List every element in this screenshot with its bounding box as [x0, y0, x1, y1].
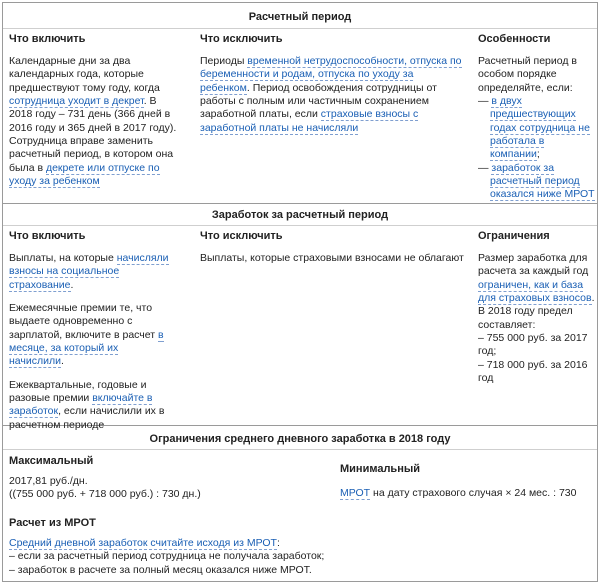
paragraph — [9, 379, 175, 432]
text: . В 2018 году предел составляет: — [478, 291, 595, 331]
section-billing-period — [3, 3, 597, 204]
list-item — [478, 95, 596, 162]
paragraph — [478, 252, 596, 332]
column-body — [478, 55, 596, 202]
text: Ежемесячные премии те, что выдаете одновременно с зарплатой, включите в расчет — [9, 301, 158, 341]
text: Выплаты, на которые — [9, 251, 117, 264]
paragraph — [9, 252, 175, 292]
column-body — [9, 252, 175, 432]
max-value: 2017,81 руб./дн. — [9, 474, 88, 487]
text: , если начислили их в расчетном периоде — [9, 405, 165, 431]
text: : — [276, 536, 280, 549]
dash: — — [478, 161, 492, 174]
column-heading: Что исключить — [200, 230, 283, 242]
column-body: Выплаты, которые страховыми взносами не облагают — [200, 251, 464, 264]
mrot-rule — [9, 537, 569, 550]
text: Периоды — [200, 54, 248, 67]
column-heading: Что включить — [9, 33, 86, 45]
column-heading: Особенности — [478, 33, 551, 45]
list-item — [478, 162, 596, 202]
divider — [3, 449, 597, 450]
document-frame — [2, 2, 598, 582]
column-exclude — [200, 33, 465, 135]
link-contribution-base[interactable]: ограничен, как и база для страховых взносов — [478, 278, 592, 304]
text: . В 2018 году – 731 день (366 дней в 2016 году и 365 дней в 2017 году). Сотрудница вправе заменить расчетный период, в котором она была в — [9, 94, 177, 174]
text: ; — [536, 148, 540, 161]
list-item: – 755 000 руб. за 2017 год; — [478, 331, 588, 358]
column-include — [9, 33, 179, 188]
block-minimum — [340, 463, 590, 500]
column-include — [9, 230, 175, 432]
link-mrot[interactable]: МРОТ — [340, 486, 371, 499]
column-heading: Что включить — [9, 230, 86, 242]
text: на дату страхового случая × 24 мес. : 730 — [370, 486, 577, 499]
text: . — [60, 355, 64, 368]
link-insurance-contributions[interactable]: страховые взносы с заработной платы не начисляли — [200, 108, 419, 134]
link-childcare-leave[interactable]: декрете или отпуске по уходу за ребенком — [9, 161, 160, 187]
column-heading: Что исключить — [200, 33, 283, 45]
column-body — [200, 55, 465, 135]
column-limits — [478, 230, 596, 385]
link-accrual-month[interactable]: в месяце, за который их начислили — [9, 328, 164, 368]
section-title: Заработок за расчетный период — [211, 209, 389, 221]
link-not-worked[interactable]: в двух предшествующих годах сотрудница не работала в компании — [490, 94, 590, 161]
column-features — [478, 33, 596, 202]
section-title: Ограничения среднего дневного заработка в 2018 году — [149, 433, 451, 445]
max-formula: ((755 000 руб. + 718 000 руб.) : 730 дн.) — [9, 488, 201, 501]
link-maternity-leave[interactable]: сотрудница уходит в декрет — [9, 94, 144, 107]
divider — [3, 28, 597, 29]
list-item: – если за расчетный период сотрудница не получала заработок; — [9, 550, 325, 563]
dash: — — [478, 94, 492, 107]
list-item: – заработок в расчете за полный месяц оказался ниже МРОТ. — [9, 563, 312, 576]
block-mrot-calc — [9, 517, 569, 577]
section-title: Расчетный период — [248, 11, 352, 23]
text: Размер заработка для расчета за каждый год — [478, 251, 589, 278]
block-maximum — [9, 455, 309, 502]
link-below-mrot[interactable]: заработок за расчетный период оказался ниже МРОТ — [490, 161, 595, 201]
block-heading: Максимальный — [9, 455, 94, 467]
column-body — [9, 55, 179, 188]
link-mrot-calc[interactable]: Средний дневной заработок считайте исходя из МРОТ — [9, 536, 277, 549]
section-earnings — [3, 203, 597, 431]
link-social-insurance[interactable]: начисляли взносы на социальное страхование — [9, 251, 169, 291]
text: . — [70, 278, 74, 291]
section-daily-limits — [3, 425, 597, 581]
column-body — [478, 252, 596, 385]
text: Ежеквартальные, годовые и разовые премии — [9, 378, 147, 404]
list-item: – 718 000 руб. за 2016 год — [478, 358, 588, 384]
column-heading: Ограничения — [478, 230, 550, 242]
column-exclude — [200, 230, 465, 265]
min-formula — [340, 487, 590, 500]
link-disability-periods[interactable]: временной нетрудоспособности, отпуска по беременности и родам, отпуска по уходу за ребенком — [200, 54, 462, 94]
block-heading: Минимальный — [340, 463, 420, 475]
text: Расчетный период в особом порядке определяйте, если: — [478, 54, 577, 94]
paragraph — [9, 302, 175, 369]
divider — [3, 225, 597, 226]
text: Календарные дни за два календарных года, которые предшествуют тому году, когда — [9, 54, 160, 94]
block-heading: Расчет из МРОТ — [9, 517, 96, 529]
text: . Период освобождения сотрудницы от работы с полным или частичным сохранением заработной платы, если — [200, 81, 437, 121]
link-include-bonuses[interactable]: включайте в заработок — [9, 391, 153, 418]
